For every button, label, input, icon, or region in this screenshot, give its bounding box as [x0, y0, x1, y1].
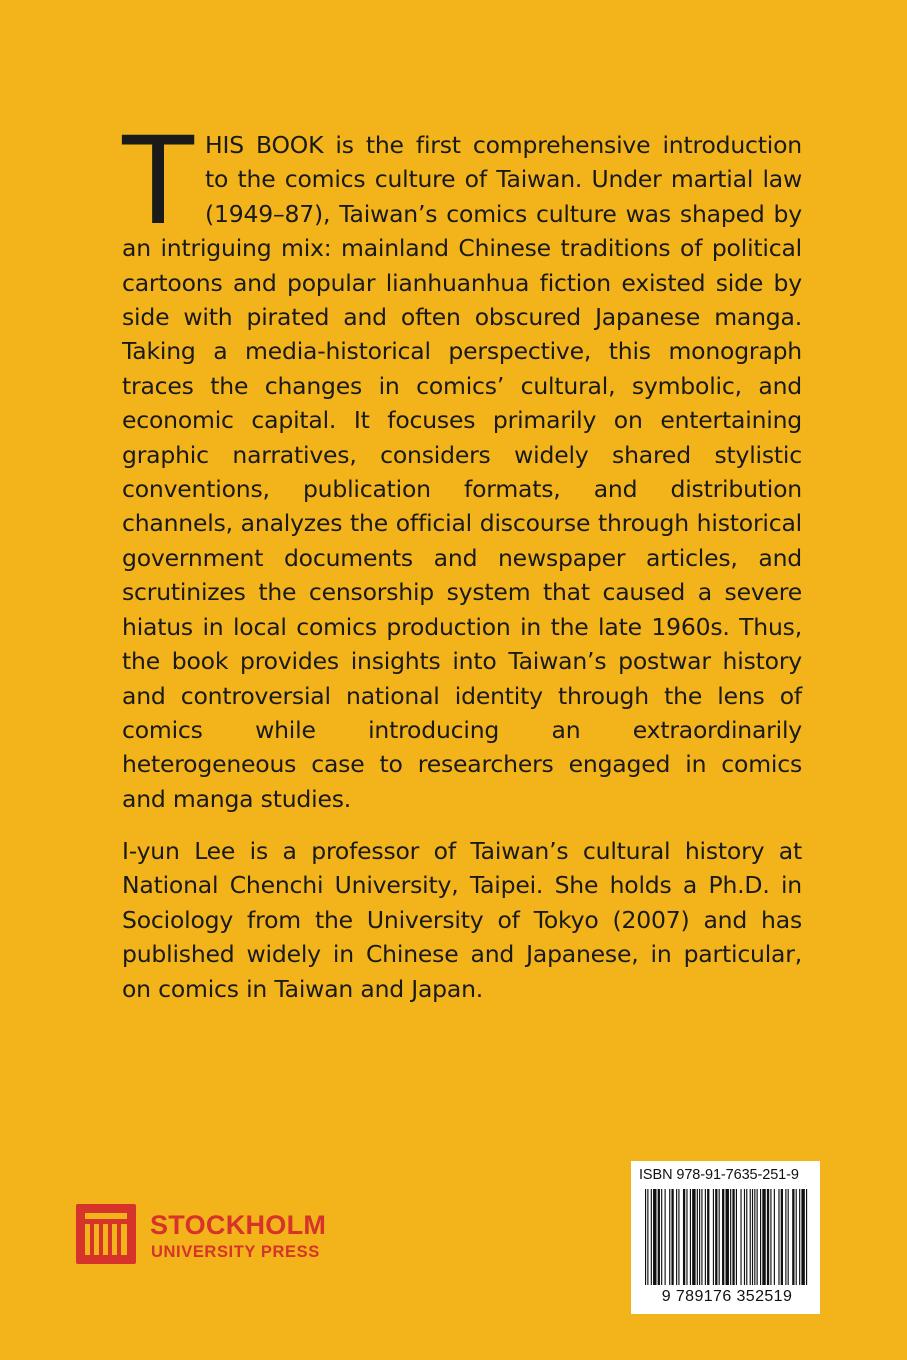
barcode-bar: [669, 1189, 670, 1285]
barcode-bar: [785, 1189, 786, 1285]
drop-cap: T: [119, 108, 197, 251]
barcode-bar: [796, 1189, 797, 1285]
barcode-bar: [722, 1189, 724, 1285]
barcode-bar: [799, 1189, 800, 1285]
publisher-name: STOCKHOLM: [150, 1210, 327, 1240]
barcode-bar: [665, 1189, 666, 1285]
isbn-barcode: [631, 1161, 820, 1314]
barcode-bar: [754, 1189, 755, 1285]
barcode-bar: [690, 1189, 691, 1285]
barcode-bar: [770, 1189, 771, 1285]
barcode-bar: [651, 1189, 652, 1285]
barcode-bar: [661, 1189, 662, 1285]
barcode-bar: [671, 1189, 673, 1285]
barcode-bar: [788, 1189, 789, 1285]
barcode-bar: [686, 1189, 687, 1285]
barcode-bar: [767, 1189, 769, 1285]
barcode-bar: [792, 1189, 794, 1285]
stockholm-university-press-logo-icon: [76, 1204, 136, 1264]
barcode-bar: [707, 1189, 709, 1285]
barcode-bar: [676, 1189, 677, 1285]
barcode-bar: [715, 1189, 717, 1285]
barcode-bar: [750, 1189, 751, 1285]
barcode-bar: [752, 1189, 753, 1285]
isbn-label: ISBN 978-91-7635-251-9: [639, 1167, 799, 1183]
barcode-bar: [678, 1189, 679, 1285]
barcode-bar: [697, 1189, 698, 1285]
barcode-bar: [701, 1189, 702, 1285]
barcode-bar: [683, 1189, 685, 1285]
barcode-bar: [719, 1189, 720, 1285]
barcode-bar: [732, 1189, 734, 1285]
barcode-bar: [692, 1189, 695, 1285]
publisher-subname: UNIVERSITY PRESS: [151, 1243, 320, 1261]
book-description: [119, 108, 802, 816]
barcode-digits: 9 789176 352519: [661, 1288, 793, 1305]
barcode-bar: [781, 1189, 783, 1285]
barcode-bar: [726, 1189, 729, 1285]
barcode-bar: [645, 1189, 646, 1285]
barcode-bar: [746, 1189, 747, 1285]
barcode-bar: [705, 1189, 706, 1285]
author-bio: I-yun Lee is a professor of Taiwan’s cultural history at National Chenchi University, Taipei. She holds a Ph.D. in Sociology from the University of Tokyo (2007) and has published widely in Chinese and Japanese, in particular, on comics in Taiwan and Japan.: [122, 837, 802, 1003]
barcode-bar: [730, 1189, 731, 1285]
barcode-bar: [736, 1189, 737, 1285]
barcode-bar: [760, 1189, 761, 1285]
barcode-bar: [774, 1189, 775, 1285]
barcode-bars: [643, 1189, 810, 1287]
barcode-bar: [740, 1189, 741, 1285]
barcode-bar: [653, 1189, 656, 1285]
barcode-bar: [757, 1189, 758, 1285]
barcode-bar: [778, 1189, 779, 1285]
book-description-text: HIS BOOK is the first comprehensive introduction to the comics culture of Taiwan. Under martial law (1949–87), Taiwan’s comics culture was shaped by an intriguing mix: mainland Chinese traditions of political cartoons and popular lianhuanhua fiction existed side by side with pirated and often obscured Japanese manga. Taking a media-historical perspective, this monograph traces the changes in comics’ cultural, symbolic, and economic capital. It focuses primarily on entertaining graphic narratives, considers widely shared stylistic conventions, publication formats, and distribution channels, analyzes the official discourse through historical government documents and newspaper articles, and scrutinizes the censorship system that caused a severe hiatus in local comics production in the late 1960s. Thus, the book provides insights into Taiwan’s postwar history and controversial national identity through the lens of comics while introducing an extraordinarily heterogeneous case to researchers engaged in comics and manga studies.: [122, 131, 802, 813]
barcode-bar: [647, 1189, 648, 1285]
barcode-bar: [762, 1189, 765, 1285]
publisher-logo: [76, 1202, 376, 1282]
barcode-bar: [658, 1189, 660, 1285]
barcode-bar: [806, 1189, 807, 1285]
barcode-bar: [713, 1189, 714, 1285]
barcode-bar: [744, 1189, 745, 1285]
barcode-bar: [699, 1189, 700, 1285]
barcode-bar: [801, 1189, 804, 1285]
